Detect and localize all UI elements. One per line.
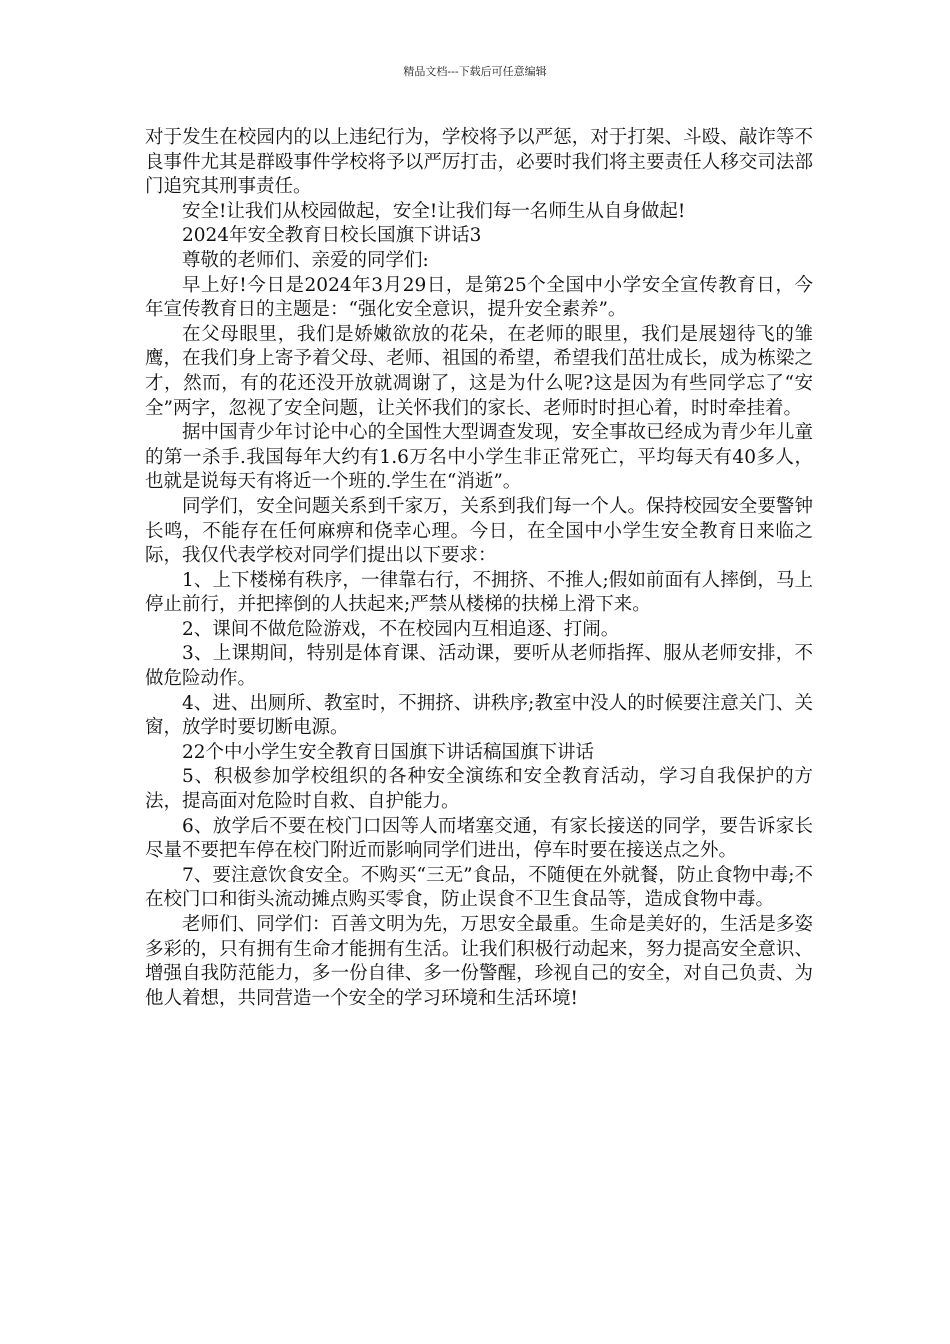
list-item: 7、要注意饮食安全。不购买“三无”食品，不随便在外就餐，防止食物中毒;不在校门口和街头流动摊点购买零食，防止误食不卫生食品等，造成食物中毒。 xyxy=(145,864,813,911)
list-item: 4、进、出厕所、教室时，不拥挤、讲秩序;教室中没人的时候要注意关门、关窗，放学时要切断电源。 xyxy=(145,692,813,739)
paragraph: 在父母眼里，我们是娇嫩欲放的花朵，在老师的眼里，我们是展翅待飞的雏鹰，在我们身上寄予着父母、老师、祖国的希望，希望我们茁壮成长，成为栋梁之才，然而，有的花还没开放就凋谢了，这是为什么呢?这是因为有些同学忘了“安全”两字，忽视了安全问题，让关怀我们的家长、老师时时担心着，时时牵挂着。 xyxy=(145,323,813,419)
list-item: 2、课间不做危险游戏，不在校园内互相追逐、打闹。 xyxy=(182,618,620,640)
paragraph: 据中国青少年讨论中心的全国性大型调查发现，安全事故已经成为青少年儿童的第一杀手.我国每年大约有1.6万名中小学生非正常死亡，平均每天有40多人，也就是说每天有将近一个班的.学生在“消逝”。 xyxy=(145,422,813,493)
paragraph: 早上好!今日是2024年3月29日，是第25个全国中小学安全宣传教育日，今年宣传教育日的主题是：“强化安全意识，提升安全素养”。 xyxy=(145,274,813,321)
page-header: 精品文档---下载后可任意编辑 xyxy=(403,65,547,78)
list-item: 6、放学后不要在校门口因等人而堵塞交通，有家长接送的同学，要告诉家长尽量不要把车停在校门附近而影响同学们进出，停车时要在接送点之外。 xyxy=(145,815,813,862)
section-title: 2024年安全教育日校长国旗下讲话3 xyxy=(182,225,482,247)
document-body xyxy=(145,126,813,1011)
paragraph: 安全!让我们从校园做起，安全!让我们每一名师生从自身做起! xyxy=(182,200,686,222)
paragraph: 22个中小学生安全教育日国旗下讲话稿国旗下讲话 xyxy=(182,741,595,763)
salutation: 尊敬的老师们、亲爱的同学们: xyxy=(182,249,429,271)
list-item: 1、上下楼梯有秩序，一律靠右行，不拥挤、不推人;假如前面有人摔倒，马上停止前行，并把摔倒的人扶起来;严禁从楼梯的扶梯上滑下来。 xyxy=(145,569,813,616)
list-item: 5、积极参加学校组织的各种安全演练和安全教育活动，学习自我保护的方法，提高面对危险时自救、自护能力。 xyxy=(145,766,813,813)
paragraph: 老师们、同学们：百善文明为先，万思安全最重。生命是美好的，生活是多姿多彩的，只有拥有生命才能拥有生活。让我们积极行动起来，努力提高安全意识、增强自我防范能力，多一份自律、多一份警醒，珍视自己的安全，对自己负责、为他人着想，共同营造一个安全的学习环境和生活环境! xyxy=(145,914,813,1009)
list-item: 3、上课期间，特别是体育课、活动课，要听从老师指挥、服从老师安排，不做危险动作。 xyxy=(145,643,813,690)
paragraph: 对于发生在校园内的以上违纪行为，学校将予以严惩，对于打架、斗殴、敲诈等不良事件尤其是群殴事件学校将予以严厉打击，必要时我们将主要责任人移交司法部门追究其刑事责任。 xyxy=(145,127,813,198)
paragraph: 同学们，安全问题关系到千家万，关系到我们每一个人。保持校园安全要警钟长鸣，不能存在任何麻痹和侥幸心理。今日，在全国中小学生安全教育日来临之际，我仅代表学校对同学们提出以下要求： xyxy=(145,495,813,567)
